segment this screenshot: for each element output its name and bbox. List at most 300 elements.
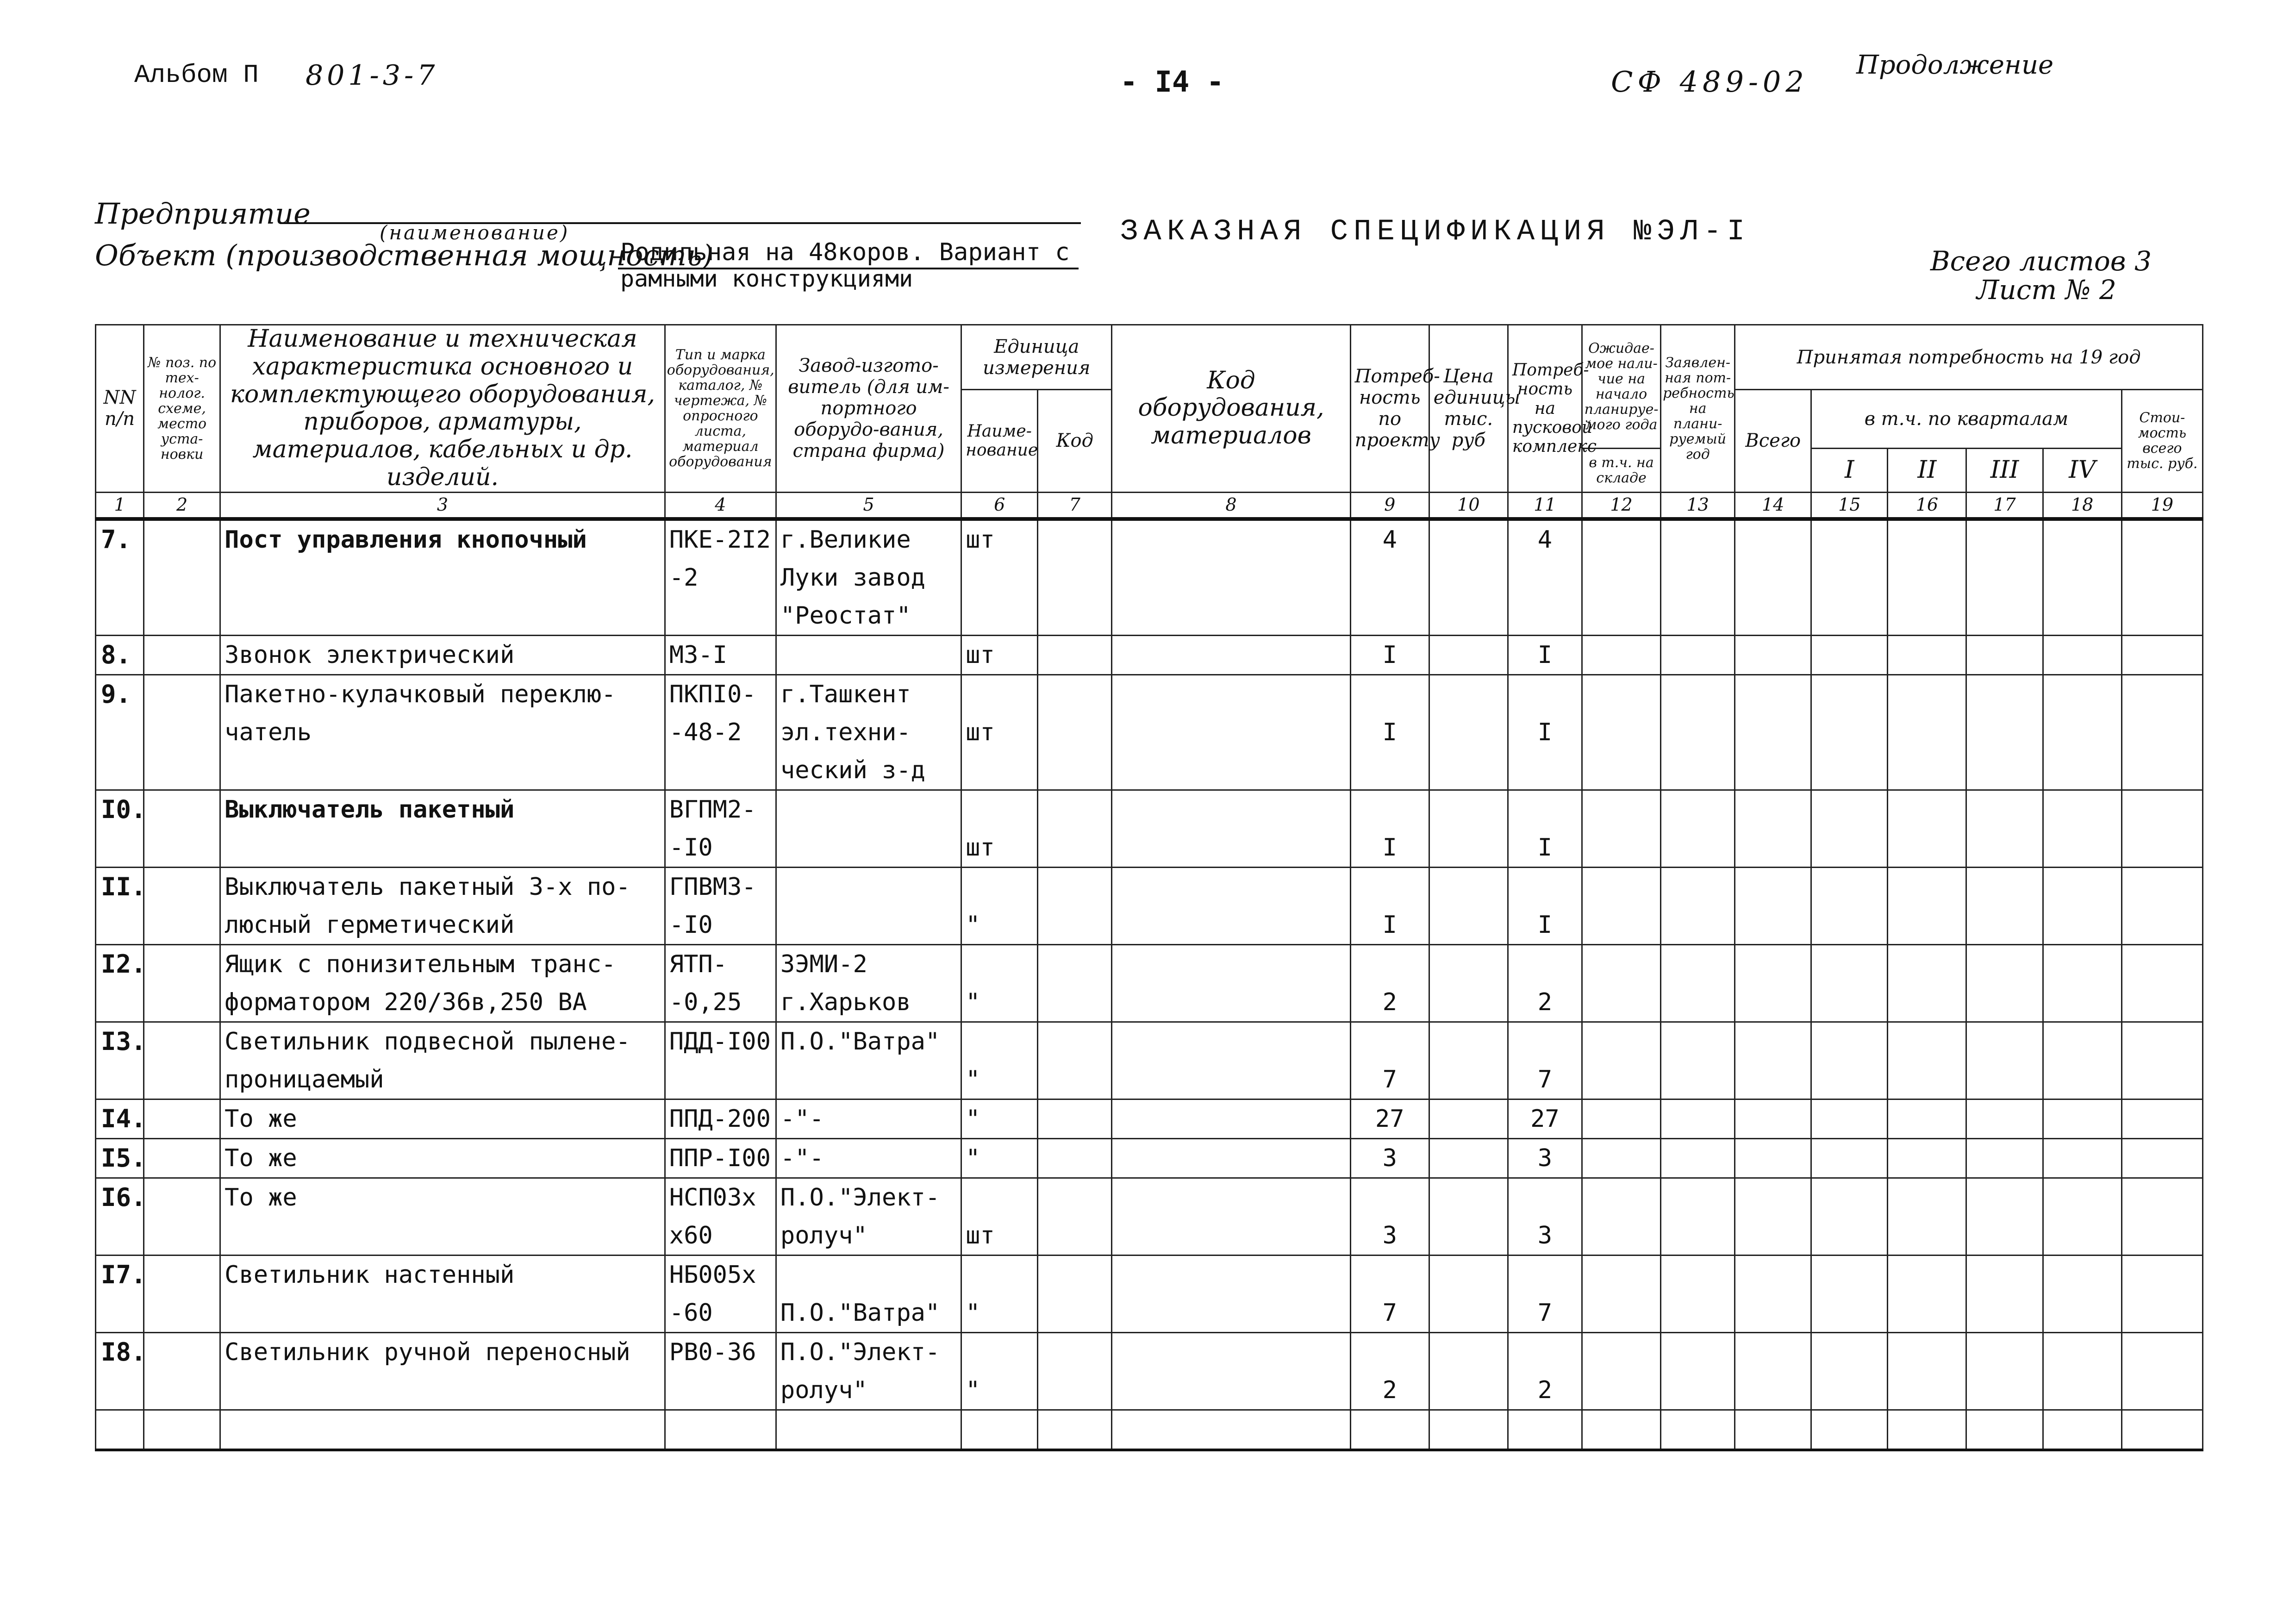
unit-code-cell (1038, 1371, 1112, 1410)
declared-cell (1661, 675, 1735, 713)
equipment-code-cell (1112, 559, 1350, 597)
equipment-code-cell (1112, 906, 1350, 945)
q1-cell (1811, 597, 1888, 636)
item-type (665, 1371, 776, 1410)
item-number: 8. (96, 635, 144, 675)
expected-cell (1582, 597, 1660, 636)
item-maker: ролуч" (776, 1371, 961, 1410)
item-type: ПКЕ-2I2 (665, 519, 776, 559)
unit-code-cell (1038, 1022, 1112, 1061)
expected-cell (1582, 1178, 1660, 1217)
q2-cell (1888, 1371, 1966, 1410)
declared-cell (1661, 944, 1735, 983)
col-header-maker: Завод-изгото-витель (для им-портного оборудо-вания, страна фирма) (776, 325, 961, 493)
object-label: Объект (производственная мощность) (95, 238, 713, 272)
q1-cell (1811, 1061, 1888, 1099)
equipment-code-cell (1112, 713, 1350, 751)
q2-cell (1888, 559, 1966, 597)
declared-cell (1661, 1022, 1735, 1061)
unit-price-cell (1429, 1410, 1508, 1450)
q4-cell (2043, 713, 2121, 751)
col-header-declared: Заявлен-ная пот-ребность на плани-руемый год (1661, 325, 1735, 493)
total-cell (1735, 1061, 1811, 1099)
item-maker: эл.техни- (776, 713, 961, 751)
item-number (96, 751, 144, 790)
column-number: 4 (665, 492, 776, 519)
item-number (96, 1410, 144, 1450)
q3-cell (1966, 635, 2043, 675)
position-cell (144, 944, 220, 983)
unit-price-cell (1429, 1332, 1508, 1371)
table-row (96, 1371, 2203, 1410)
col-header-cost: Стои-мость всего тыс. руб. (2121, 390, 2202, 493)
q2-cell (1888, 1255, 1966, 1294)
item-type: ППД-200 (665, 1099, 776, 1138)
project-need: 2 (1350, 983, 1429, 1022)
project-need: 3 (1350, 1138, 1429, 1178)
q1-cell (1811, 1371, 1888, 1410)
cost-cell (2121, 1294, 2202, 1333)
unit-price-cell (1429, 867, 1508, 906)
q2-cell (1888, 1099, 1966, 1138)
q3-cell (1966, 559, 2043, 597)
item-maker: г.Великие (776, 519, 961, 559)
page-number: - I4 - (1120, 65, 1224, 99)
project-need (1350, 1255, 1429, 1294)
column-number: 17 (1966, 492, 2043, 519)
q2-cell (1888, 1138, 1966, 1178)
unit-code-cell (1038, 597, 1112, 636)
declared-cell (1661, 1217, 1735, 1255)
q4-cell (2043, 1294, 2121, 1333)
item-unit (961, 1178, 1038, 1217)
declared-cell (1661, 1294, 1735, 1333)
unit-price-cell (1429, 1061, 1508, 1099)
item-type (665, 1061, 776, 1099)
project-need: I (1350, 635, 1429, 675)
q3-cell (1966, 1255, 2043, 1294)
q4-cell (2043, 1022, 2121, 1061)
equipment-code-cell (1112, 675, 1350, 713)
item-type: РВ0-36 (665, 1332, 776, 1371)
q1-cell (1811, 675, 1888, 713)
q4-cell (2043, 675, 2121, 713)
declared-cell (1661, 1138, 1735, 1178)
unit-price-cell (1429, 829, 1508, 868)
item-unit (961, 944, 1038, 983)
startup-need (1508, 1410, 1582, 1450)
cost-cell (2121, 1255, 2202, 1294)
q2-cell (1888, 1061, 1966, 1099)
declared-cell (1661, 519, 1735, 559)
expected-cell (1582, 1217, 1660, 1255)
q4-cell (2043, 983, 2121, 1022)
item-type (665, 597, 776, 636)
total-cell (1735, 1255, 1811, 1294)
expected-cell (1582, 519, 1660, 559)
startup-need (1508, 597, 1582, 636)
item-unit (961, 1332, 1038, 1371)
item-maker: П.О."Элект- (776, 1332, 961, 1371)
declared-cell (1661, 559, 1735, 597)
equipment-code-cell (1112, 1217, 1350, 1255)
item-number (96, 1217, 144, 1255)
project-need: I (1350, 906, 1429, 945)
item-name: То же (220, 1138, 665, 1178)
q2-cell (1888, 1022, 1966, 1061)
equipment-code-cell (1112, 1061, 1350, 1099)
q2-cell (1888, 944, 1966, 983)
document-code: СФ 489-02 (1611, 65, 1809, 99)
item-name: Пакетно-кулачковый переклю- (220, 675, 665, 713)
column-number-row (96, 492, 2203, 519)
item-name: Светильник ручной переносный (220, 1332, 665, 1371)
col-header-q4: IV (2043, 448, 2121, 492)
equipment-code-cell (1112, 597, 1350, 636)
item-name: Светильник подвесной пылене- (220, 1022, 665, 1061)
total-cell (1735, 1217, 1811, 1255)
declared-cell (1661, 983, 1735, 1022)
column-number: 14 (1735, 492, 1811, 519)
q4-cell (2043, 751, 2121, 790)
col-header-quarters: в т.ч. по кварталам (1811, 390, 2121, 449)
expected-cell (1582, 1138, 1660, 1178)
column-number: 9 (1350, 492, 1429, 519)
q3-cell (1966, 829, 2043, 868)
item-unit: " (961, 1294, 1038, 1333)
table-row (96, 1061, 2203, 1099)
unit-price-cell (1429, 713, 1508, 751)
item-number: 7. (96, 519, 144, 559)
item-unit: " (961, 1138, 1038, 1178)
column-number: 8 (1112, 492, 1350, 519)
position-cell (144, 1178, 220, 1217)
item-maker: г.Ташкент (776, 675, 961, 713)
total-cell (1735, 1022, 1811, 1061)
album-label: Альбом П (134, 60, 259, 90)
q3-cell (1966, 519, 2043, 559)
expected-cell (1582, 1332, 1660, 1371)
q4-cell (2043, 867, 2121, 906)
column-number: 16 (1888, 492, 1966, 519)
q3-cell (1966, 867, 2043, 906)
cost-cell (2121, 1371, 2202, 1410)
expected-cell (1582, 944, 1660, 983)
col-header-type: Тип и марка оборудования, каталог, № чертежа, № опросного листа, материал оборудования (665, 325, 776, 493)
startup-need: I (1508, 829, 1582, 868)
cost-cell (2121, 1022, 2202, 1061)
item-number: 9. (96, 675, 144, 713)
item-name (220, 559, 665, 597)
unit-code-cell (1038, 713, 1112, 751)
table-row (96, 1138, 2203, 1178)
q2-cell (1888, 635, 1966, 675)
equipment-code-cell (1112, 1294, 1350, 1333)
table-row (96, 559, 2203, 597)
equipment-code-cell (1112, 1410, 1350, 1450)
position-cell (144, 635, 220, 675)
q3-cell (1966, 1332, 2043, 1371)
position-cell (144, 906, 220, 945)
q1-cell (1811, 1022, 1888, 1061)
item-maker: ЗЭМИ-2 (776, 944, 961, 983)
expected-cell (1582, 790, 1660, 829)
item-number (96, 1061, 144, 1099)
expected-cell (1582, 867, 1660, 906)
table-row (96, 983, 2203, 1022)
cost-cell (2121, 713, 2202, 751)
cost-cell (2121, 597, 2202, 636)
column-number: 13 (1661, 492, 1735, 519)
q4-cell (2043, 829, 2121, 868)
total-cell (1735, 635, 1811, 675)
q4-cell (2043, 1410, 2121, 1450)
cost-cell (2121, 906, 2202, 945)
table-row (96, 1099, 2203, 1138)
item-maker (776, 1061, 961, 1099)
startup-need: 3 (1508, 1138, 1582, 1178)
item-maker: ролуч" (776, 1217, 961, 1255)
startup-need (1508, 944, 1582, 983)
item-name: чатель (220, 713, 665, 751)
item-number: I2. (96, 944, 144, 983)
startup-need (1508, 1178, 1582, 1217)
item-name: Выключатель пакетный (220, 790, 665, 829)
equipment-code-cell (1112, 635, 1350, 675)
cost-cell (2121, 635, 2202, 675)
col-header-unit: Единица измерения (961, 325, 1112, 390)
unit-code-cell (1038, 829, 1112, 868)
q3-cell (1966, 1022, 2043, 1061)
q2-cell (1888, 790, 1966, 829)
q3-cell (1966, 1371, 2043, 1410)
col-header-accepted: Принятая потребность на 19 год (1735, 325, 2203, 390)
project-need: I (1350, 713, 1429, 751)
q2-cell (1888, 519, 1966, 559)
item-maker: П.О."Ватра" (776, 1022, 961, 1061)
col-header-equipment-code: Код оборудования, материалов (1112, 325, 1350, 493)
q1-cell (1811, 906, 1888, 945)
item-unit: шт (961, 1217, 1038, 1255)
item-unit: " (961, 983, 1038, 1022)
q3-cell (1966, 1410, 2043, 1450)
equipment-code-cell (1112, 983, 1350, 1022)
item-number: I8. (96, 1332, 144, 1371)
specification-table (95, 324, 2203, 1451)
column-number: 10 (1429, 492, 1508, 519)
q1-cell (1811, 1332, 1888, 1371)
album-number: 801-3-7 (306, 59, 439, 92)
table-row (96, 867, 2203, 906)
item-unit (961, 790, 1038, 829)
item-maker: -"- (776, 1138, 961, 1178)
startup-need (1508, 867, 1582, 906)
expected-cell (1582, 829, 1660, 868)
col-header-name: Наименование и техническая характеристика основного и комплектующего оборудования, приборов, арматуры, материалов, кабельных и др. изделий. (220, 325, 665, 493)
item-maker (776, 635, 961, 675)
unit-code-cell (1038, 519, 1112, 559)
expected-cell (1582, 1061, 1660, 1099)
q3-cell (1966, 751, 2043, 790)
total-cell (1735, 751, 1811, 790)
col-header-startup-need: Потреб-ность на пусковой комплекс (1508, 325, 1582, 493)
q1-cell (1811, 1138, 1888, 1178)
declared-cell (1661, 1178, 1735, 1217)
unit-code-cell (1038, 906, 1112, 945)
q4-cell (2043, 1061, 2121, 1099)
cost-cell (2121, 751, 2202, 790)
item-name (220, 751, 665, 790)
col-header-unit-price: Цена единицы тыс. руб (1429, 325, 1508, 493)
position-cell (144, 1294, 220, 1333)
q1-cell (1811, 944, 1888, 983)
unit-price-cell (1429, 675, 1508, 713)
table-row (96, 675, 2203, 713)
equipment-code-cell (1112, 1332, 1350, 1371)
item-number: I6. (96, 1178, 144, 1217)
position-cell (144, 790, 220, 829)
total-cell (1735, 713, 1811, 751)
item-unit (961, 559, 1038, 597)
item-unit (961, 1022, 1038, 1061)
col-header-total: Всего (1735, 390, 1811, 493)
project-need (1350, 1178, 1429, 1217)
item-number: I5. (96, 1138, 144, 1178)
q1-cell (1811, 559, 1888, 597)
cost-cell (2121, 1178, 2202, 1217)
project-need: 7 (1350, 1294, 1429, 1333)
item-name: То же (220, 1178, 665, 1217)
cost-cell (2121, 1061, 2202, 1099)
q4-cell (2043, 944, 2121, 983)
total-cell (1735, 1138, 1811, 1178)
position-cell (144, 1332, 220, 1371)
q3-cell (1966, 1217, 2043, 1255)
item-unit: шт (961, 635, 1038, 675)
table-row (96, 790, 2203, 829)
item-type (665, 751, 776, 790)
project-need (1350, 597, 1429, 636)
total-cell (1735, 1371, 1811, 1410)
item-number: I0. (96, 790, 144, 829)
q2-cell (1888, 1410, 1966, 1450)
table-row (96, 829, 2203, 868)
column-number: 3 (220, 492, 665, 519)
q1-cell (1811, 635, 1888, 675)
enterprise-label: Предприятие (95, 197, 311, 231)
item-type: ППР-I00 (665, 1138, 776, 1178)
total-cell (1735, 1410, 1811, 1450)
item-unit: " (961, 1099, 1038, 1138)
startup-need: I (1508, 906, 1582, 945)
expected-cell (1582, 1099, 1660, 1138)
q4-cell (2043, 1255, 2121, 1294)
equipment-code-cell (1112, 1178, 1350, 1217)
unit-price-cell (1429, 906, 1508, 945)
q4-cell (2043, 1099, 2121, 1138)
cost-cell (2121, 867, 2202, 906)
item-unit (961, 675, 1038, 713)
table-row (96, 944, 2203, 983)
item-maker: П.О."Элект- (776, 1178, 961, 1217)
table-row (96, 597, 2203, 636)
q2-cell (1888, 906, 1966, 945)
item-number (96, 597, 144, 636)
unit-price-cell (1429, 1255, 1508, 1294)
item-number (96, 559, 144, 597)
project-need: 2 (1350, 1371, 1429, 1410)
q4-cell (2043, 1332, 2121, 1371)
startup-need (1508, 1255, 1582, 1294)
table-row (96, 906, 2203, 945)
declared-cell (1661, 597, 1735, 636)
item-number (96, 983, 144, 1022)
startup-need: I (1508, 713, 1582, 751)
item-number: II. (96, 867, 144, 906)
total-cell (1735, 906, 1811, 945)
item-maker: -"- (776, 1099, 961, 1138)
q3-cell (1966, 713, 2043, 751)
object-value-line2: рамными конструкциями (620, 265, 913, 292)
item-type: -48-2 (665, 713, 776, 751)
q3-cell (1966, 983, 2043, 1022)
declared-cell (1661, 1099, 1735, 1138)
table-row (96, 1294, 2203, 1333)
item-type: -2 (665, 559, 776, 597)
item-type: НБ005х (665, 1255, 776, 1294)
col-header-q3: III (1966, 448, 2043, 492)
item-number (96, 1371, 144, 1410)
item-type: ЯТП- (665, 944, 776, 983)
total-cell (1735, 1099, 1811, 1138)
item-name (220, 1410, 665, 1450)
item-unit: " (961, 1371, 1038, 1410)
unit-code-cell (1038, 1099, 1112, 1138)
item-number: I3. (96, 1022, 144, 1061)
cost-cell (2121, 829, 2202, 868)
cost-cell (2121, 1332, 2202, 1371)
total-cell (1735, 829, 1811, 868)
expected-cell (1582, 635, 1660, 675)
project-need (1350, 751, 1429, 790)
item-maker: П.О."Ватра" (776, 1294, 961, 1333)
col-header-unit-code: Код (1038, 390, 1112, 493)
unit-code-cell (1038, 1217, 1112, 1255)
declared-cell (1661, 751, 1735, 790)
item-number (96, 906, 144, 945)
position-cell (144, 751, 220, 790)
table-row (96, 751, 2203, 790)
specification-body (96, 519, 2203, 1450)
unit-code-cell (1038, 1294, 1112, 1333)
unit-price-cell (1429, 519, 1508, 559)
project-need (1350, 867, 1429, 906)
equipment-code-cell (1112, 867, 1350, 906)
item-number (96, 829, 144, 868)
item-name (220, 1371, 665, 1410)
col-header-q2: II (1888, 448, 1966, 492)
item-type: ВГПМ2- (665, 790, 776, 829)
position-cell (144, 519, 220, 559)
q3-cell (1966, 597, 2043, 636)
total-cell (1735, 675, 1811, 713)
column-number: 18 (2043, 492, 2121, 519)
item-name: Светильник настенный (220, 1255, 665, 1294)
q1-cell (1811, 867, 1888, 906)
project-need (1350, 1332, 1429, 1371)
item-type: ПДД-I00 (665, 1022, 776, 1061)
item-maker (776, 906, 961, 945)
